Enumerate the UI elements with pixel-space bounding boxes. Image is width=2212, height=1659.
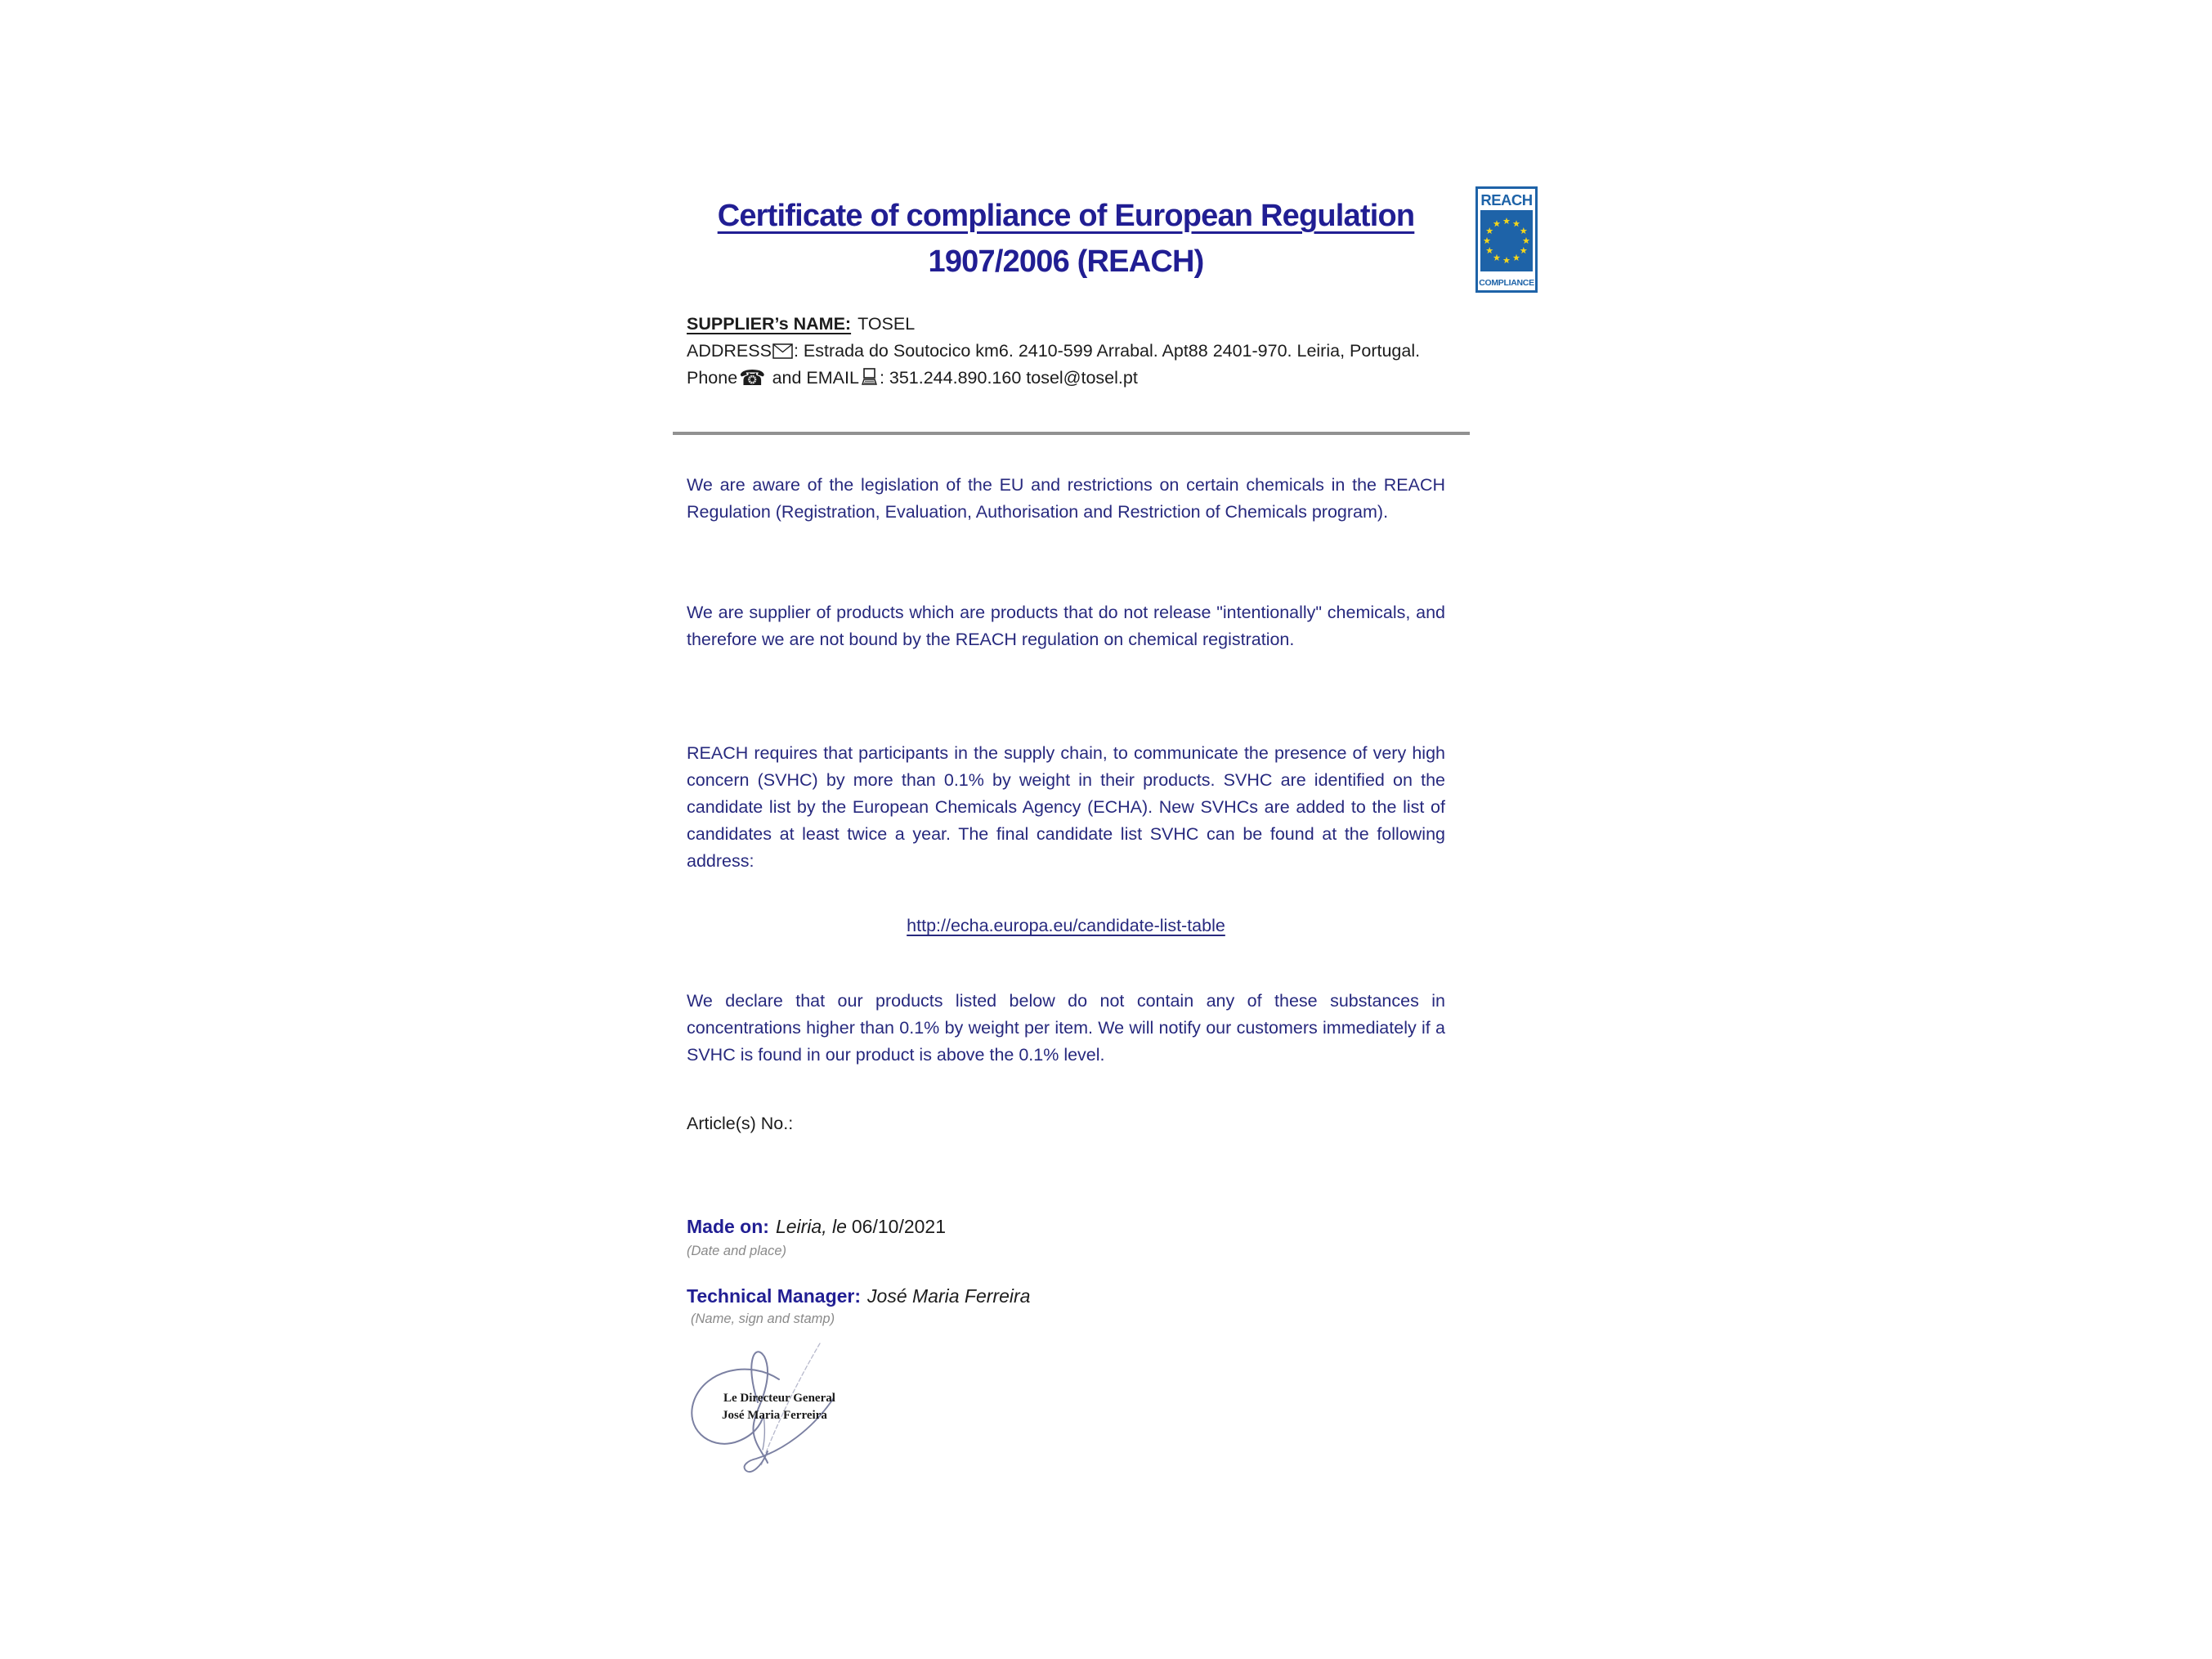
computer-icon — [860, 368, 879, 386]
address-line — [687, 338, 1445, 365]
envelope-icon — [772, 343, 793, 359]
name-sign-stamp-caption: (Name, sign and stamp) — [691, 1312, 835, 1326]
separator-line — [673, 432, 1470, 435]
made-on-date: 06/10/2021 — [851, 1216, 947, 1237]
technical-manager-label: Technical Manager: — [687, 1285, 862, 1307]
technical-manager-line — [687, 1284, 1445, 1308]
supplier-name-line — [687, 311, 1445, 338]
phone-label: Phone — [687, 368, 738, 388]
logo-reach-text: REACH — [1480, 191, 1533, 208]
document-title — [687, 193, 1445, 285]
logo-compliance-text: COMPLIANCE — [1479, 278, 1534, 288]
email-label: and EMAIL — [772, 368, 859, 388]
paragraph-svhc-requirements: REACH requires that participants in the supply chain, to communicate the presence of very high concern (SVHC) by more than 0.1% by weight in their products. SVHC are identified on the candidate list by the European Chemicals Agency (ECHA). New SVHCs are added to the list of candidates at least twice a year. The final candidate list SVHC can be found at the following address: — [687, 743, 1445, 871]
reach-compliance-logo — [1475, 186, 1538, 293]
supplier-name-value: TOSEL — [857, 314, 916, 334]
signature-title-text: Le Directeur General — [723, 1392, 835, 1405]
address-value: : Estrada do Soutocico km6. 2410-599 Arrabal. Apt88 2401-970. Leiria, Portugal. — [793, 341, 1421, 361]
title-line-2: 1907/2006 (REACH) — [928, 244, 1204, 279]
signature-area — [683, 1337, 1010, 1517]
date-place-caption: (Date and place) — [687, 1244, 786, 1258]
signature-name-text: José Maria Ferreira — [722, 1409, 827, 1422]
made-on-line — [687, 1214, 1445, 1239]
address-label: ADDRESS — [687, 341, 772, 361]
paragraph-eu-awareness: We are aware of the legislation of the EU and restrictions on certain chemicals in the REACH Regulation (Registration, Evaluation, Authorisation and Restriction of Chemicals program). — [687, 475, 1445, 522]
candidate-list-link-line — [687, 912, 1445, 939]
paragraph-supplier-statement: We are supplier of products which are products that do not release "intentionally" chemicals, and therefore we are not bound by the REACH regulation on chemical registration. — [687, 603, 1445, 649]
made-on-place: Leiria, le — [775, 1216, 847, 1237]
contact-value: : 351.244.890.160 tosel@tosel.pt — [879, 368, 1138, 388]
made-on-label: Made on: — [687, 1216, 769, 1237]
technical-manager-name: José Maria Ferreira — [867, 1285, 1031, 1307]
supplier-info-block — [687, 311, 1445, 392]
signature-strokes — [692, 1343, 833, 1472]
reach-logo-image — [1475, 186, 1538, 293]
candidate-list-link[interactable]: http://echa.europa.eu/candidate-list-table — [907, 916, 1225, 935]
title-line-1: Certificate of compliance of European Regulation — [717, 199, 1415, 233]
phone-email-line — [687, 365, 1445, 392]
signature-image — [683, 1337, 1010, 1517]
articles-number-label: Article(s) No.: — [687, 1114, 794, 1133]
phone-icon: ☎ — [739, 366, 766, 391]
paragraph-declaration: We declare that our products listed below do not contain any of these substances in concentrations higher than 0.1% by weight per item. We will notify our customers immediately if a SVHC is found in our product is above the 0.1% level. — [687, 991, 1445, 1065]
supplier-name-label: SUPPLIER’s NAME: — [687, 314, 852, 334]
